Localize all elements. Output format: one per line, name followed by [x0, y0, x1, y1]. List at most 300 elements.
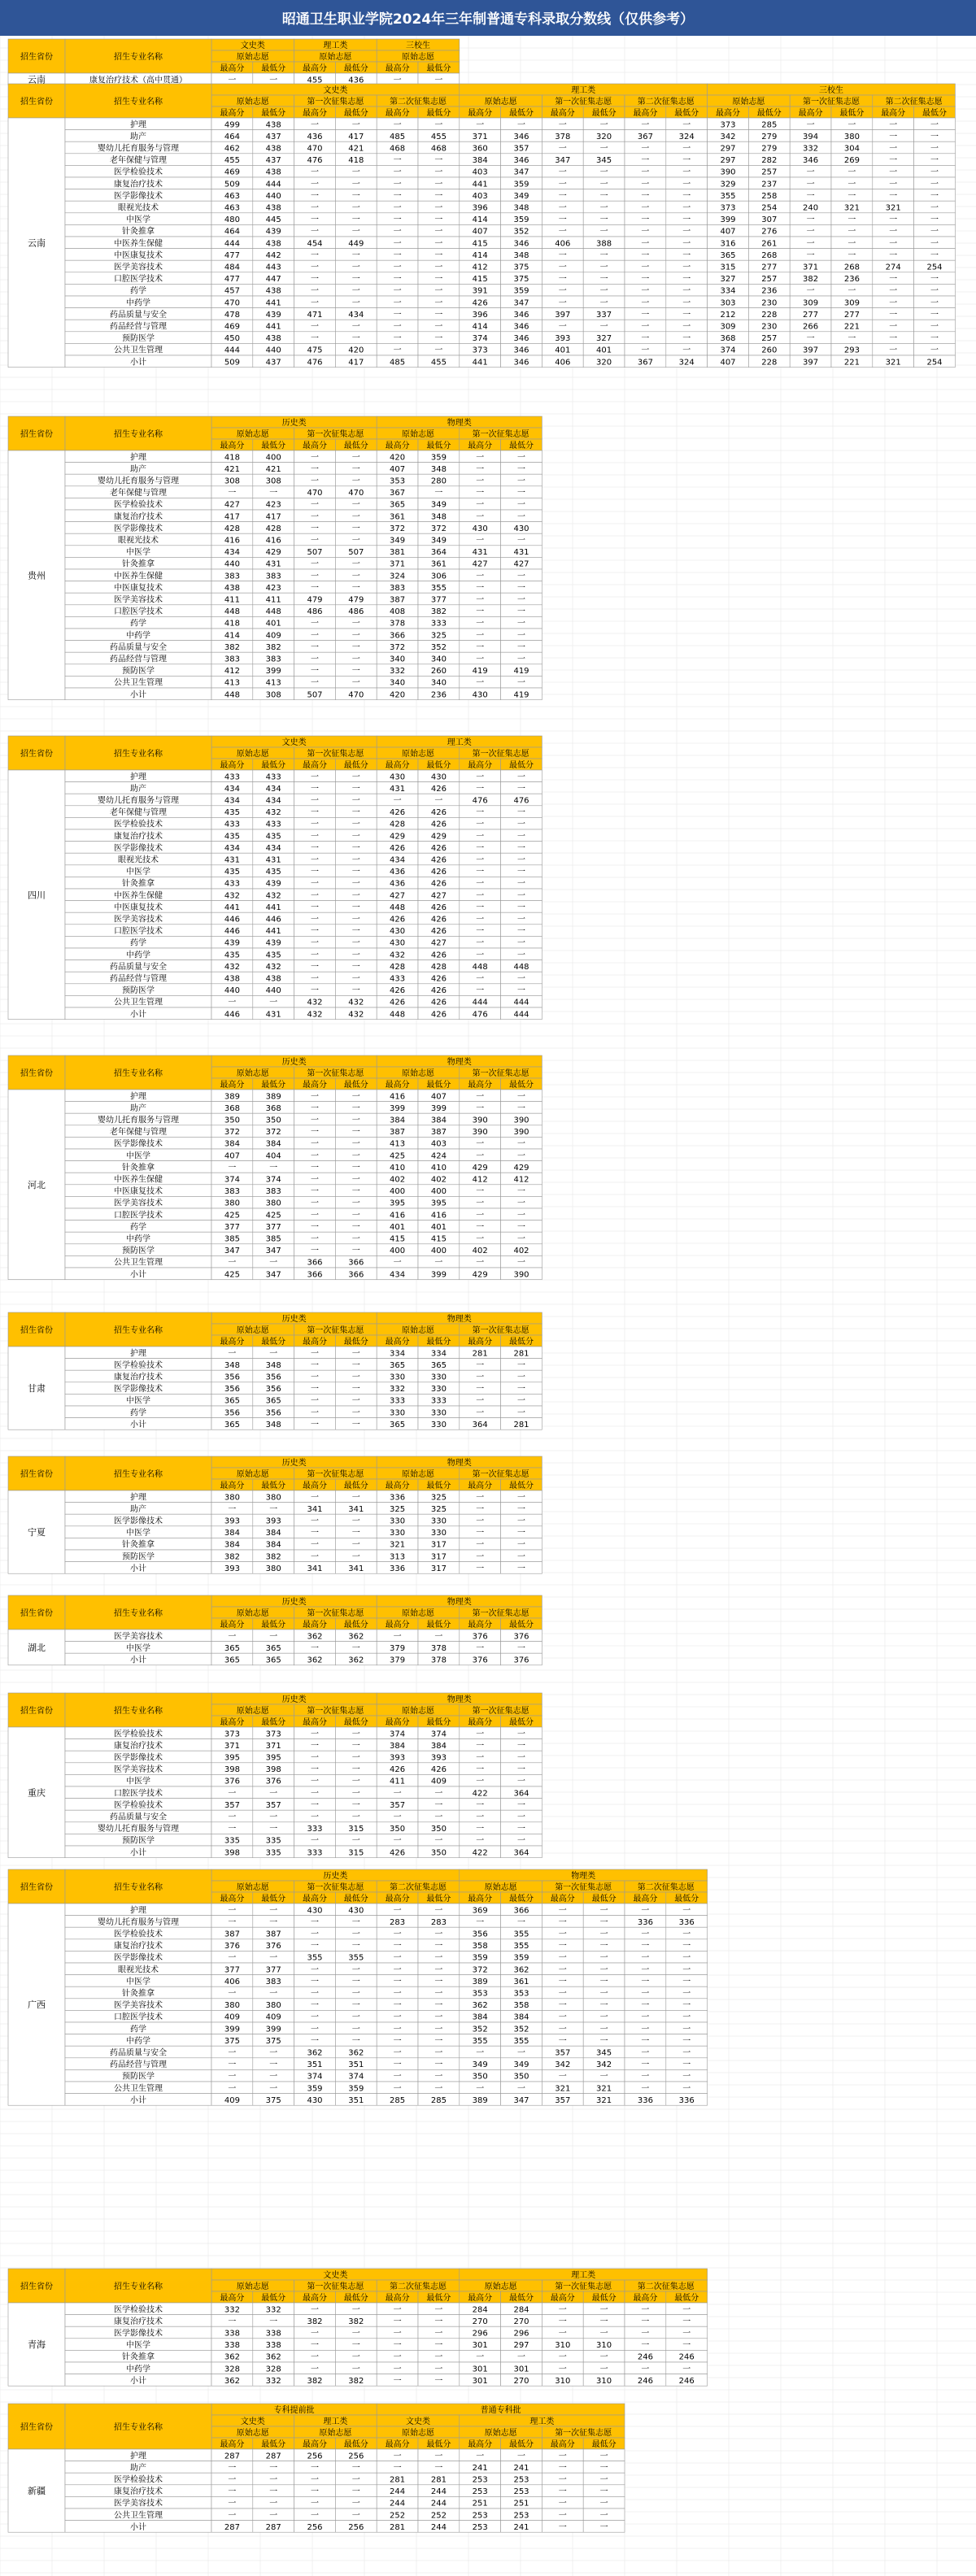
cell-text: 一	[311, 1552, 319, 1561]
cell-text: 一	[434, 120, 442, 129]
cell-text: 药品质量与安全	[110, 309, 167, 320]
cell-text: 一	[517, 1505, 525, 1514]
cell-text: 一	[394, 2049, 402, 2058]
cell-text: 359	[431, 453, 447, 462]
cell-text: 399	[266, 2025, 281, 2034]
cell-text: 351	[307, 2060, 322, 2069]
cell-text: 一	[517, 1092, 525, 1101]
cell-text: 325	[390, 1505, 405, 1514]
cell-text: 招生专业名称	[114, 2281, 163, 2291]
cell-text: 云南	[28, 237, 46, 248]
cell-text: 一	[517, 477, 525, 486]
cell-text: 一	[559, 1918, 567, 1927]
cell-text: 一	[476, 1730, 484, 1738]
cell-text: 一	[394, 2025, 402, 2034]
cell-text: 一	[600, 2365, 608, 2374]
cell-text: 最低分	[509, 1336, 534, 1347]
cell-text: 一	[269, 76, 277, 85]
cell-text: 317	[431, 1552, 447, 1561]
cell-text: 429	[513, 1164, 529, 1173]
cell-text: 一	[641, 2073, 649, 2082]
cell-text: 一	[352, 2464, 360, 2473]
cell-text: 一	[559, 1930, 567, 1939]
cell-text: 240	[803, 204, 818, 213]
cell-text: 一	[352, 1754, 360, 1763]
cell-text: 426	[431, 868, 447, 877]
cell-text: 一	[476, 1092, 484, 1101]
cell-text: 454	[307, 239, 322, 248]
cell-text: 一	[517, 844, 525, 853]
cell-text: 一	[352, 1176, 360, 1185]
cell-text: 412	[513, 1176, 529, 1185]
cell-text: 最高分	[633, 1893, 657, 1904]
cell-text: 479	[348, 596, 364, 605]
cell-text: 一	[434, 489, 442, 498]
cell-text: 第一次征集志愿	[473, 1469, 529, 1479]
cell-text: 一	[476, 951, 484, 959]
cell-text: 一	[641, 275, 649, 284]
cell-text: 康复治疗技术	[114, 511, 163, 521]
cell-text: 507	[348, 548, 364, 557]
cell-text: 一	[311, 2025, 319, 2034]
cell-text: 一	[352, 1151, 360, 1160]
cell-text: 医学检验技术	[114, 2474, 163, 2485]
cell-text: 一	[434, 1965, 442, 1974]
cell-text: 408	[390, 607, 405, 616]
cell-text: 401	[555, 346, 570, 355]
cell-text: 230	[761, 323, 777, 332]
cell-text: 一	[311, 1361, 319, 1370]
cell-text: 359	[513, 287, 529, 296]
cell-text: 针灸推拿	[122, 1162, 155, 1173]
cell-text: 一	[517, 975, 525, 984]
cell-text: 一	[352, 820, 360, 829]
cell-text: 一	[434, 2365, 442, 2374]
cell-text: 一	[434, 1632, 442, 1641]
cell-text: 最低分	[344, 759, 368, 770]
cell-text: 378	[555, 133, 570, 141]
cell-text: 康复治疗技术	[114, 830, 163, 841]
cell-text: 一	[641, 263, 649, 272]
cell-text: 434	[266, 844, 281, 853]
cell-text: 一	[476, 1754, 484, 1763]
cell-text: 一	[889, 192, 897, 201]
cell-text: 308	[266, 477, 281, 486]
cell-text: 384	[513, 2013, 529, 2022]
cell-text: 医学影像技术	[114, 2328, 163, 2339]
cell-text: 356	[266, 1385, 281, 1394]
cell-text: 一	[476, 453, 484, 462]
cell-text: 一	[394, 323, 402, 332]
cell-text: 427	[224, 501, 240, 510]
cell-text: 一	[311, 537, 319, 546]
cell-text: 一	[394, 2001, 402, 2010]
cell-text: 419	[513, 667, 529, 676]
cell-text: 368	[720, 334, 735, 343]
cell-text: 330	[431, 1529, 447, 1538]
cell-text: 371	[266, 1742, 281, 1751]
cell-text: 一	[641, 156, 649, 165]
cell-text: 一	[682, 168, 691, 177]
cell-text: 309	[803, 298, 818, 307]
cell-text: 一	[434, 2341, 442, 2350]
cell-text: 246	[679, 2353, 695, 2362]
cell-text: 一	[517, 1918, 525, 1927]
cell-text: 424	[431, 1151, 447, 1160]
cell-text: 401	[266, 620, 281, 629]
cell-text: 476	[513, 797, 529, 806]
cell-text: 439	[266, 880, 281, 889]
cell-text: 一	[807, 192, 815, 201]
cell-text: 一	[311, 572, 319, 581]
cell-text: 362	[513, 1965, 529, 1974]
cell-text: 一	[434, 2013, 442, 2022]
cell-text: 一	[269, 1164, 277, 1173]
cell-text: 一	[394, 2341, 402, 2350]
cell-text: 一	[476, 1505, 484, 1514]
cell-text: 一	[311, 927, 319, 936]
cell-text: 258	[761, 192, 777, 201]
cell-text: 328	[266, 2365, 281, 2374]
cell-text: 428	[390, 963, 405, 972]
cell-text: 最低分	[261, 1480, 285, 1490]
cell-text: 432	[390, 951, 405, 959]
cell-text: 一	[269, 2049, 277, 2058]
cell-text: 一	[311, 1730, 319, 1738]
cell-text: 最高分	[220, 1079, 244, 1090]
cell-text: 一	[517, 1517, 525, 1526]
cell-text: 336	[679, 1918, 695, 1927]
cell-text: 一	[682, 180, 691, 189]
cell-text: 一	[559, 2317, 567, 2326]
cell-text: 一	[434, 2452, 442, 2461]
cell-text: 最低分	[592, 107, 617, 118]
cell-text: 221	[844, 323, 860, 332]
cell-text: 助产	[130, 1103, 146, 1113]
cell-text: 332	[224, 2305, 240, 2314]
cell-text: 一	[394, 2060, 402, 2069]
cell-text: 444	[513, 999, 529, 1007]
cell-text: 350	[431, 1825, 447, 1834]
cell-text: 一	[476, 607, 484, 616]
cell-text: 261	[761, 239, 777, 248]
cell-text: 346	[513, 239, 529, 248]
cell-text: 一	[641, 251, 649, 260]
cell-text: 一	[352, 1644, 360, 1653]
cell-text: 418	[224, 453, 240, 462]
cell-text: 256	[307, 2452, 322, 2461]
cell-text: 一	[600, 192, 608, 201]
cell-text: 439	[266, 228, 281, 237]
cell-text: 一	[311, 228, 319, 237]
cell-text: 一	[394, 2464, 402, 2473]
cell-text: 377	[266, 1223, 281, 1232]
cell-text: 最高分	[468, 759, 492, 770]
cell-text: 433	[224, 880, 240, 889]
cell-text: 一	[807, 180, 815, 189]
cell-text: 429	[266, 548, 281, 557]
cell-text: 最高分	[220, 1336, 244, 1347]
cell-text: 304	[844, 145, 860, 154]
cell-text: 357	[224, 1801, 240, 1810]
cell-text: 一	[682, 2049, 691, 2058]
cell-text: 413	[390, 1140, 405, 1149]
cell-text: 历史类	[282, 1596, 307, 1607]
cell-text: 一	[311, 1930, 319, 1939]
cell-text: 329	[720, 180, 735, 189]
cell-text: 一	[352, 927, 360, 936]
cell-text: 最低分	[344, 1717, 368, 1727]
cell-text: 湖北	[28, 1642, 46, 1653]
cell-text: 一	[352, 1978, 360, 1986]
cell-text: 一	[559, 2025, 567, 2034]
cell-text: 一	[889, 180, 897, 189]
cell-text: 最高分	[386, 63, 410, 73]
cell-text: 426	[431, 1765, 447, 1774]
cell-text: 物理类	[447, 1313, 472, 1324]
cell-text: 440	[224, 560, 240, 569]
cell-text: 348	[266, 1361, 281, 1370]
cell-text: 康复治疗技术	[114, 1740, 163, 1751]
cell-text: 382	[348, 2317, 364, 2326]
cell-text: 医学影像技术	[114, 1952, 163, 1963]
cell-text: 康复治疗技术	[114, 2316, 163, 2326]
cell-text: 一	[682, 298, 691, 307]
cell-text: 253	[473, 2487, 488, 2496]
cell-text: 一	[517, 584, 525, 593]
cell-text: 389	[266, 1092, 281, 1101]
cell-text: 一	[352, 537, 360, 546]
cell-text: 388	[596, 239, 612, 248]
cell-text: 284	[473, 2305, 488, 2314]
cell-text: 415	[473, 275, 488, 284]
cell-text: 最高分	[468, 1717, 492, 1727]
cell-text: 一	[311, 939, 319, 948]
cell-text: 一	[641, 2013, 649, 2022]
cell-text: 一	[476, 891, 484, 900]
cell-text: 一	[682, 204, 691, 213]
cell-text: 一	[517, 1397, 525, 1406]
cell-text: 一	[394, 120, 402, 129]
cell-text: 一	[600, 2464, 608, 2473]
cell-text: 一	[517, 1801, 525, 1810]
cell-text: 228	[761, 358, 777, 367]
cell-text: 384	[266, 1140, 281, 1149]
cell-text: 356	[224, 1408, 240, 1417]
cell-text: 一	[682, 323, 691, 332]
cell-text: 一	[476, 832, 484, 841]
cell-text: 426	[431, 844, 447, 853]
cell-text: 一	[517, 1644, 525, 1653]
cell-text: 447	[266, 275, 281, 284]
cell-text: 426	[390, 808, 405, 817]
cell-text: 349	[431, 537, 447, 546]
cell-text: 一	[311, 584, 319, 593]
cell-text: 一	[394, 1978, 402, 1986]
cell-text: 一	[311, 1765, 319, 1774]
cell-text: 一	[434, 180, 442, 189]
cell-text: 一	[559, 2365, 567, 2374]
cell-text: 一	[517, 1541, 525, 1550]
cell-text: 一	[517, 891, 525, 900]
cell-text: 一	[228, 1789, 236, 1798]
cell-text: 一	[311, 2511, 319, 2520]
cell-text: 420	[390, 453, 405, 462]
cell-text: 药品质量与安全	[110, 961, 167, 972]
cell-text: 256	[348, 2523, 364, 2532]
cell-text: 417	[348, 133, 364, 141]
cell-text: 最低分	[426, 759, 451, 770]
cell-text: 399	[720, 215, 735, 224]
cell-text: 426	[390, 844, 405, 853]
cell-text: 336	[679, 2096, 695, 2105]
cell-text: 476	[307, 156, 322, 165]
cell-text: 一	[517, 620, 525, 629]
cell-text: 招生省份	[20, 1068, 53, 1078]
cell-text: 270	[513, 2317, 529, 2326]
cell-text: 340	[390, 679, 405, 688]
cell-text: 最高分	[303, 1336, 327, 1347]
cell-text: 327	[596, 334, 612, 343]
cell-text: 眼视光技术	[118, 1964, 159, 1974]
cell-text: 373	[720, 204, 735, 213]
cell-text: 328	[224, 2365, 240, 2374]
cell-text: 348	[224, 1361, 240, 1370]
cell-text: 一	[682, 251, 691, 260]
cell-text: 普通专科批	[481, 2404, 521, 2415]
cell-text: 362	[348, 2049, 364, 2058]
cell-text: 一	[352, 679, 360, 688]
cell-text: 384	[224, 1541, 240, 1550]
cell-text: 346	[513, 334, 529, 343]
cell-text: 383	[266, 572, 281, 581]
cell-text: 449	[348, 239, 364, 248]
cell-text: 一	[394, 2013, 402, 2022]
cell-text: 301	[473, 2341, 488, 2350]
cell-text: 最低分	[509, 759, 534, 770]
cell-text: 药品质量与安全	[110, 2047, 167, 2058]
cell-text: 最高分	[220, 2439, 244, 2449]
cell-text: 432	[266, 963, 281, 972]
cell-text: 原始志愿	[402, 1325, 434, 1335]
cell-text: 486	[307, 607, 322, 616]
cell-text: 一	[311, 1541, 319, 1550]
cell-text: 366	[513, 1906, 529, 1915]
cell-text: 一	[476, 620, 484, 629]
cell-text: 309	[720, 323, 735, 332]
cell-text: 一	[559, 2013, 567, 2022]
cell-text: 一	[600, 2476, 608, 2485]
cell-text: 一	[682, 1942, 691, 1951]
cell-text: 362	[473, 2001, 488, 2010]
cell-text: 440	[266, 192, 281, 201]
cell-text: 最高分	[220, 1619, 244, 1630]
cell-text: 一	[476, 903, 484, 912]
cell-text: 口腔医学技术	[114, 1209, 163, 1220]
cell-text: 一	[476, 1493, 484, 1502]
cell-text: 一	[517, 1765, 525, 1774]
cell-text: 护理	[130, 451, 146, 462]
cell-text: 426	[390, 1765, 405, 1774]
cell-text: 一	[311, 1754, 319, 1763]
cell-text: 最低分	[261, 759, 285, 770]
cell-text: 287	[266, 2452, 281, 2461]
cell-text: 婴幼儿托育服务与管理	[98, 143, 179, 154]
cell-text: 244	[390, 2500, 405, 2509]
cell-text: 一	[641, 192, 649, 201]
cell-text: 246	[638, 2377, 653, 2386]
cell-text: 一	[889, 287, 897, 296]
cell-text: 一	[600, 1954, 608, 1963]
cell-text: 一	[682, 2305, 691, 2314]
cell-text: 一	[311, 298, 319, 307]
cell-text: 420	[348, 346, 364, 355]
cell-text: 一	[517, 501, 525, 510]
cell-text: 第二次征集志愿	[390, 1882, 447, 1892]
cell-text: 442	[266, 251, 281, 260]
cell-text: 426	[390, 999, 405, 1007]
cell-text: 402	[390, 1176, 405, 1185]
cell-text: 历史类	[282, 1056, 307, 1067]
cell-text: 小计	[130, 1008, 146, 1019]
cell-text: 377	[224, 1223, 240, 1232]
cell-text: 一	[559, 168, 567, 177]
cell-text: 招生省份	[20, 2422, 53, 2432]
cell-text: 一	[559, 180, 567, 189]
cell-text: 最低分	[261, 440, 285, 450]
cell-text: 421	[266, 465, 281, 474]
cell-text: 原始志愿	[237, 748, 269, 759]
cell-text: 一	[600, 2452, 608, 2461]
cell-text: 一	[352, 1789, 360, 1798]
cell-text: 一	[517, 1778, 525, 1786]
cell-text: 379	[390, 1644, 405, 1653]
cell-text: 399	[431, 1104, 447, 1113]
cell-text: 一	[434, 275, 442, 284]
cell-text: 382	[348, 2377, 364, 2386]
cell-text: 历史类	[282, 1694, 307, 1704]
cell-text: 470	[307, 145, 322, 154]
cell-text: 一	[311, 1978, 319, 1986]
cell-text: 445	[266, 215, 281, 224]
cell-text: 446	[224, 927, 240, 936]
cell-text: 一	[352, 620, 360, 629]
cell-text: 一	[641, 2305, 649, 2314]
cell-text: 485	[390, 133, 405, 141]
cell-text: 269	[844, 156, 860, 165]
cell-text: 一	[352, 1235, 360, 1244]
cell-text: 青海	[28, 2339, 46, 2350]
cell-text: 420	[390, 690, 405, 699]
cell-text: 第一次征集志愿	[803, 96, 860, 107]
cell-text: 434	[224, 548, 240, 557]
cell-text: 最低分	[592, 2292, 617, 2303]
cell-text: 251	[513, 2500, 529, 2509]
cell-text: 457	[224, 287, 240, 296]
cell-text: 一	[641, 2317, 649, 2326]
cell-text: 352	[513, 2025, 529, 2034]
cell-text: 康复治疗技术	[114, 2486, 163, 2496]
cell-text: 332	[266, 2305, 281, 2314]
cell-text: 物理类	[447, 1596, 472, 1607]
cell-text: 一	[434, 1801, 442, 1810]
cell-text: 一	[311, 1116, 319, 1125]
cell-text: 374	[266, 1176, 281, 1185]
cell-text: 康复治疗技术	[114, 1940, 163, 1951]
cell-text: 426	[473, 298, 488, 307]
cell-text: 287	[224, 2452, 240, 2461]
cell-text: 第二次征集志愿	[638, 2281, 695, 2291]
